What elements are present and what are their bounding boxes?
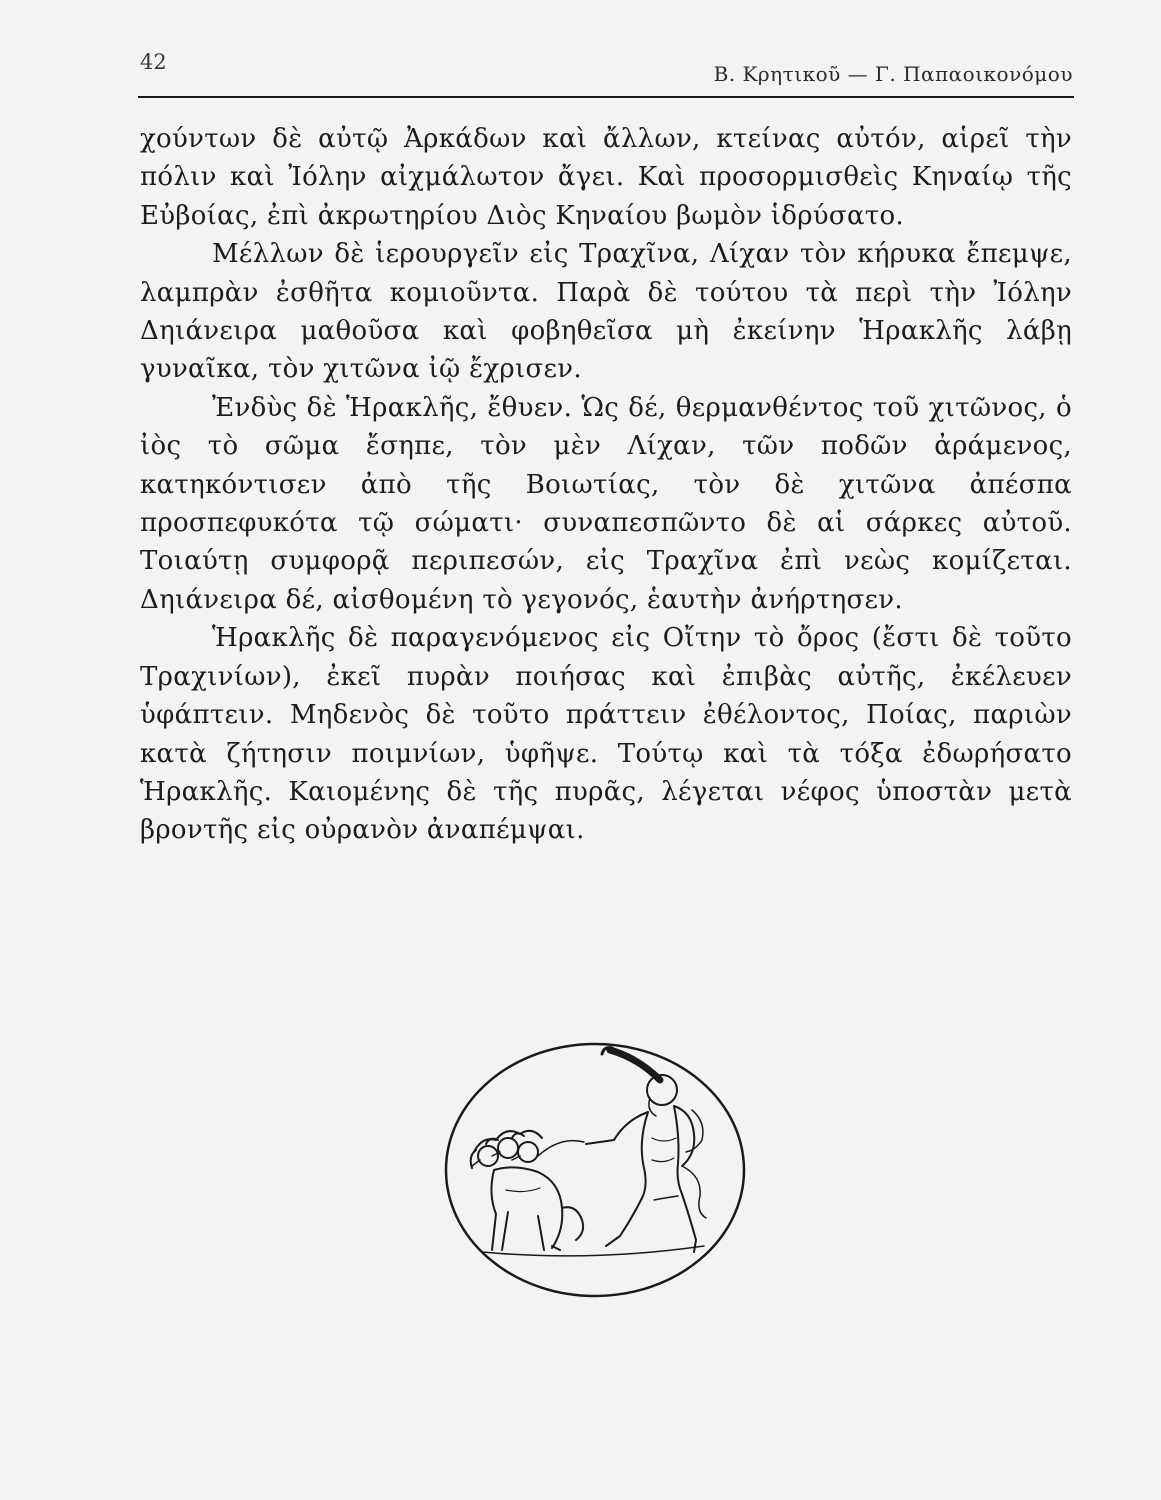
paragraph-1: χούντων δὲ αὐτῷ Ἀρκάδων καὶ ἄλλων, κτείνας αὐτόν, αἱρεῖ τὴν πόλιν καὶ Ἰόλην αἰχμάλωτον ἄγει. Καὶ προσορμισθεὶς Κηναίῳ τῆς Εὐβοίας, ἐπὶ ἀκρωτηρίου Διὸς Κηναίου βωμὸν ἱδρύσατο. [140,124,1072,231]
paragraph-4: Ἡρακλῆς δὲ παραγενόμενος εἰς Οἴτην τὸ ὄρος (ἔστι δὲ τοῦτο Τραχινίων), ἐκεῖ πυρὰν ποιήσας καὶ ἐπιβὰς αὐτῆς, ἐκέλευεν ὑφάπτειν. Μηδενὸς δὲ τοῦτο πράττειν ἐθέλοντος, Ποίας, παριὼν κατὰ ζήτησιν ποιμνίων, ὑφῆψε. Τούτῳ καὶ τὰ τόξα ἐδωρήσατο Ἡρακλῆς. Καιομένης δὲ τῆς πυρᾶς, λέγεται νέφος ὑποστὰν μετὰ βροντῆς εἰς οὐρανὸν ἀναπέμψαι. [140,623,1072,846]
heracles-cerberus-medallion [442,1040,748,1300]
ground-line [482,1246,704,1256]
body-text [140,120,1072,850]
paragraph-3: Ἐνδὺς δὲ Ἡρακλῆς, ἔθυεν. Ὡς δέ, θερμανθέντος τοῦ χιτῶνος, ὁ ἰὸς τὸ σῶμα ἔσηπε, τὸν μὲν Λίχαν, τῶν ποδῶν ἀράμενος, κατηκόντισεν ἀπὸ τῆς Βοιωτίας, τὸν δὲ χιτῶνα ἀπέσπα προσπεφυκότα τῷ σώματι· συναπεσπῶντο δὲ αἱ σάρκες αὐτοῦ. Τοιαύτῃ συμφορᾷ περιπεσών, εἰς Τραχῖνα ἐπὶ νεὼς κομίζεται. Δηιάνειρα δέ, αἰσθομένη τὸ γεγονός, ἑαυτὴν ἀνήρτησεν. [140,392,1072,615]
medallion-frame [446,1044,744,1296]
heracles-figure [586,1075,706,1252]
running-head: Β. Κρητικοῦ — Γ. Παπαοικονόμου [713,62,1073,86]
header-rule [138,96,1074,98]
paragraph-2: Μέλλων δὲ ἱερουργεῖν εἰς Τραχῖνα, Λίχαν τὸν κήρυκα ἔπεμψε, λαμπρὰν ἐσθῆτα κομιοῦντα. Παρὰ δὲ τούτου τὰ περὶ τὴν Ἰόλην Δηιάνειρα μαθοῦσα καὶ φοβηθεῖσα μὴ ἐκείνην Ἡρακλῆς λάβῃ γυναῖκα, τὸν χιτῶνα ἰῷ ἔχρισεν. [140,239,1072,385]
leash [538,1141,584,1156]
cerberus-figure [471,1131,583,1250]
page-number: 42 [140,50,167,74]
